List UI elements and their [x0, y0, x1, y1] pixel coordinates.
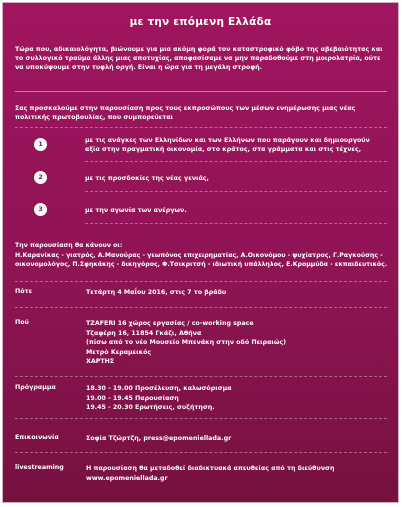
point-text-3: με την αγωνία των ανέργων.	[85, 207, 187, 214]
invitation-card	[2, 2, 399, 503]
contact-value[interactable]: Σοφία Τζώρτζη, press@epomeniellada.gr	[86, 435, 232, 442]
invite-paragraph: Σας προσκαλούμε στην παρουσίαση προς τους εκπροσώπους των μέσων ενημέρωσης μιας νέας πολιτικής πρωτοβουλίας, που συμπορεύεται	[15, 105, 356, 121]
divider	[85, 223, 387, 224]
divider	[15, 307, 387, 308]
when-value: Τετάρτη 4 Μαΐου 2016, στις 7 το βράδυ	[86, 289, 227, 296]
point-number-3: 3	[34, 203, 47, 216]
divider	[15, 281, 387, 282]
page-title: με την επόμενη Ελλάδα	[129, 16, 272, 28]
divider	[15, 418, 387, 419]
point-text-2: με τις προσδοκίες της νέας γενιάς,	[85, 175, 209, 182]
intro-paragraph: Τώρα που, αδικαιολόγητα, βιώνουμε για μια ακόμη φορά τον καταστροφικό φόβο της αβεβαιότητας και το συλλογικό τραύμα άλλης μιας αποτυχίας, αποφασίσαμε να μην παραδοθούμε στη μοιρολατρία, ούτε να υποκύψουμε στην τυφλή οργή. Είναι η ώρα για τη μεγάλη στροφή.	[15, 46, 383, 72]
contact-label: Επικοινωνία	[15, 434, 59, 441]
point-number-2: 2	[34, 171, 47, 184]
divider	[15, 376, 387, 377]
divider	[15, 91, 387, 92]
presenters-paragraph: Την παρουσίαση θα κάνουν οι: Η.Καρανίκας - γιατρός, Α.Μανούρας - γεωπόνος επιχειρηματίας, Α.Οικονόμου - ψυχίατρος, Γ.Ραγκούσης - οικονομολόγος, Π.Σφηκάκης - δικηγόρος, Φ.Τσικριτσή - ιδιωτική υπάλληλος, Ε.Κρομμύδα - εκπαιδευτικός.	[15, 242, 388, 269]
livestream-value[interactable]: Η παρουσίαση θα μεταδοθεί διαδικτυακά απευθείας από τη διεύθυνση www.epomeniellada.gr	[86, 465, 335, 482]
where-value: TZAFERI 16 χώρος εργασίας / co-working space Τζαφέρη 16, 11854 Γκάζι, Αθήνα (πίσω από το νέο Μουσείο Μπενάκη στην οδό Πειραιώς) Μετρό Κεραμεικός ΧΑΡΤΗΣ	[86, 320, 286, 365]
divider	[15, 127, 387, 128]
program-label: Πρόγραμμα	[15, 384, 56, 391]
where-label: Πού	[15, 319, 29, 326]
program-value: 18.30 - 19.00 Προσέλευση, καλωσόρισμα 19.00 - 19.45 Παρουσίαση 19.45 - 20.30 Ερωτήσεις, συζήτηση.	[86, 385, 232, 411]
livestream-label: livestreaming	[15, 464, 64, 471]
divider	[15, 452, 387, 453]
point-number-1: 1	[34, 138, 47, 151]
point-text-1: με τις ανάγκες των Ελληνίδων και των Ελλήνων που παράγουν και δημιουργούν αξία στην πραγματική οικονομία, στο κράτος, στα γράμματα και στις τέχνες,	[85, 137, 370, 153]
divider	[85, 191, 387, 192]
when-label: Πότε	[15, 288, 33, 295]
divider	[85, 161, 387, 162]
